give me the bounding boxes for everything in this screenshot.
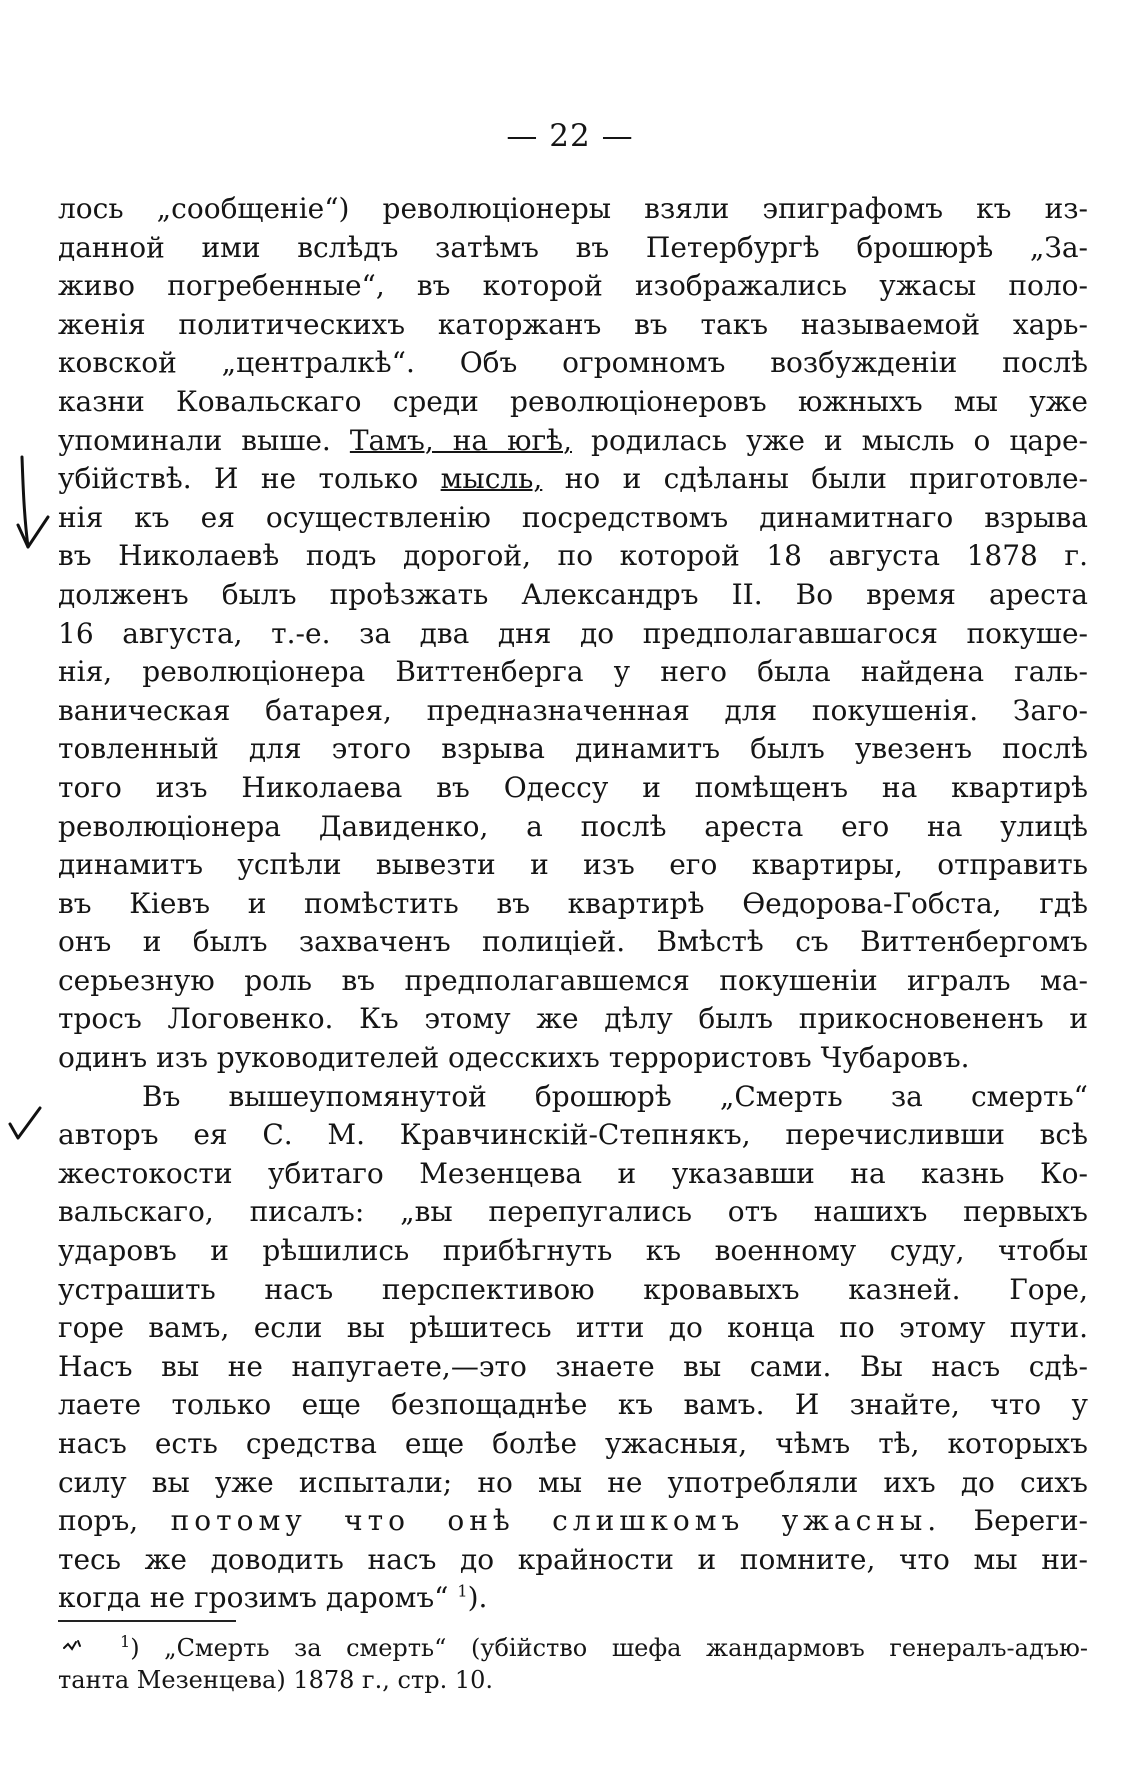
text-line: революціонера Давиденко, а послѣ ареста его на улицѣ [58, 809, 1088, 843]
underlined-phrase: мысль, [440, 462, 543, 496]
text-segment: Береги- [941, 1504, 1088, 1538]
text-line: данной ими вслѣдъ затѣмъ въ Петербургѣ брошюрѣ „За- [58, 230, 1088, 264]
footnote-text: ) „Смерть за смерть“ (убійство шефа жандармовъ генералъ-адъю- [130, 1634, 1088, 1662]
page-number: — 22 — [506, 118, 634, 154]
text-line: долженъ былъ проѣзжать Александръ II. Во время ареста [58, 577, 1088, 611]
text-line: авторъ ея С. М. Кравчинскій-Степнякъ, перечисливши всѣ [58, 1118, 1088, 1152]
text-line [58, 1579, 1088, 1618]
text-line: Насъ вы не напугаете,—это знаете вы сами. Вы насъ сдѣ- [58, 1349, 1088, 1383]
text-line: въ Николаевѣ подъ дорогой, по которой 18 августа 1878 г. [58, 539, 1088, 573]
text-segment: но и сдѣланы были приготовле- [542, 462, 1088, 496]
text-line: ударовъ и рѣшились прибѣгнуть къ военному суду, чтобы [58, 1234, 1088, 1268]
text-line: женія политическихъ каторжанъ въ такъ называемой харь- [58, 307, 1088, 341]
margin-check-mark [6, 1104, 46, 1144]
text-line: ваническая батарея, предназначенная для покушенія. Заго- [58, 693, 1088, 727]
footnote-divider [58, 1620, 236, 1622]
text-line: насъ есть средства еще болѣе ужасныя, чѣмъ тѣ, которыхъ [58, 1427, 1088, 1460]
text-line: нія къ ея осуществленію посредствомъ динамитнаго взрыва [58, 500, 1088, 534]
text-line: ковской „централкѣ“. Объ огромномъ возбужденіи послѣ [58, 346, 1088, 380]
text-line: въ Кіевъ и помѣстить въ квартирѣ Өедорова-Гобста, гдѣ [58, 886, 1088, 920]
text-line: живо погребенные“, въ которой изображались ужасы поло- [58, 269, 1088, 303]
footnote-line [58, 1632, 1088, 1664]
text-segment: убійствѣ. И не только [58, 462, 441, 496]
text-line: казни Ковальскаго среди революціонеровъ южныхъ мы уже [58, 384, 1088, 418]
text-line: тесь же доводить насъ до крайности и помните, что мы ни- [58, 1542, 1088, 1576]
text-line: нія, революціонера Виттенберга у него была найдена галь- [58, 655, 1088, 689]
text-segment: ). [467, 1581, 488, 1615]
text-line: серьезную роль въ предполагавшемся покушеніи игралъ ма- [58, 963, 1088, 997]
text-line: товленный для этого взрыва динамитъ былъ увезенъ послѣ [58, 732, 1088, 766]
text-segment: упоминали выше. [58, 423, 350, 457]
footnote [58, 1632, 1088, 1696]
text-line-underlined [58, 422, 1088, 461]
margin-arrow-mark [14, 455, 54, 560]
text-line: лось „сообщеніе“) революціонеры взяли эпиграфомъ къ из- [58, 192, 1088, 225]
paragraph-start-line: Въ вышеупомянутой брошюрѣ „Смерть за смерть“ [142, 1079, 1088, 1113]
footnote-reference[interactable]: 1 [457, 1582, 468, 1602]
text-line-underlined [58, 460, 1088, 499]
text-line: лаете только еще безпощаднѣе къ вамъ. И знайте, что у [58, 1388, 1088, 1422]
text-line: вальскаго, писалъ: „вы перепугались отъ нашихъ первыхъ [58, 1195, 1088, 1229]
text-line-spaced [58, 1502, 1088, 1541]
underlined-phrase: Тамъ, на югѣ, [349, 423, 572, 457]
text-line: устрашить насъ перспективою кровавыхъ казней. Горе, [58, 1272, 1088, 1306]
text-line: жестокости убитаго Мезенцева и указавши на казнь Ко- [58, 1156, 1088, 1190]
text-segment: поръ, [58, 1504, 171, 1538]
text-line: онъ и былъ захваченъ полиціей. Вмѣстѣ съ Виттенбергомъ [58, 925, 1088, 959]
text-segment: родилась уже и мысль о царе- [571, 423, 1088, 457]
footnote-line: танта Мезенцева) 1878 г., стр. 10. [58, 1666, 493, 1694]
text-line: 16 августа, т.-е. за два дня до предполагавшагося покуше- [58, 616, 1088, 650]
text-line: силу вы уже испытали; но мы не употребляли ихъ до сихъ [58, 1465, 1088, 1499]
text-segment: когда не грозимъ даромъ“ [58, 1581, 449, 1615]
text-line: динамитъ успѣли вывезти и изъ его квартиры, отправить [58, 848, 1088, 882]
footnote-marker: 1 [120, 1632, 131, 1651]
text-line: того изъ Николаева въ Одессу и помѣщенъ на квартирѣ [58, 770, 1088, 804]
text-line: одинъ изъ руководителей одесскихъ террористовъ Чубаровъ. [58, 1041, 970, 1075]
spaced-emphasis: потому что онѣ слишкомъ ужасны. [170, 1504, 942, 1538]
main-text [58, 190, 1088, 1618]
text-line: тросъ Логовенко. Къ этому же дѣлу былъ прикосновененъ и [58, 1002, 1088, 1036]
text-line: горе вамъ, если вы рѣшитесь итти до конца по этому пути. [58, 1311, 1088, 1345]
